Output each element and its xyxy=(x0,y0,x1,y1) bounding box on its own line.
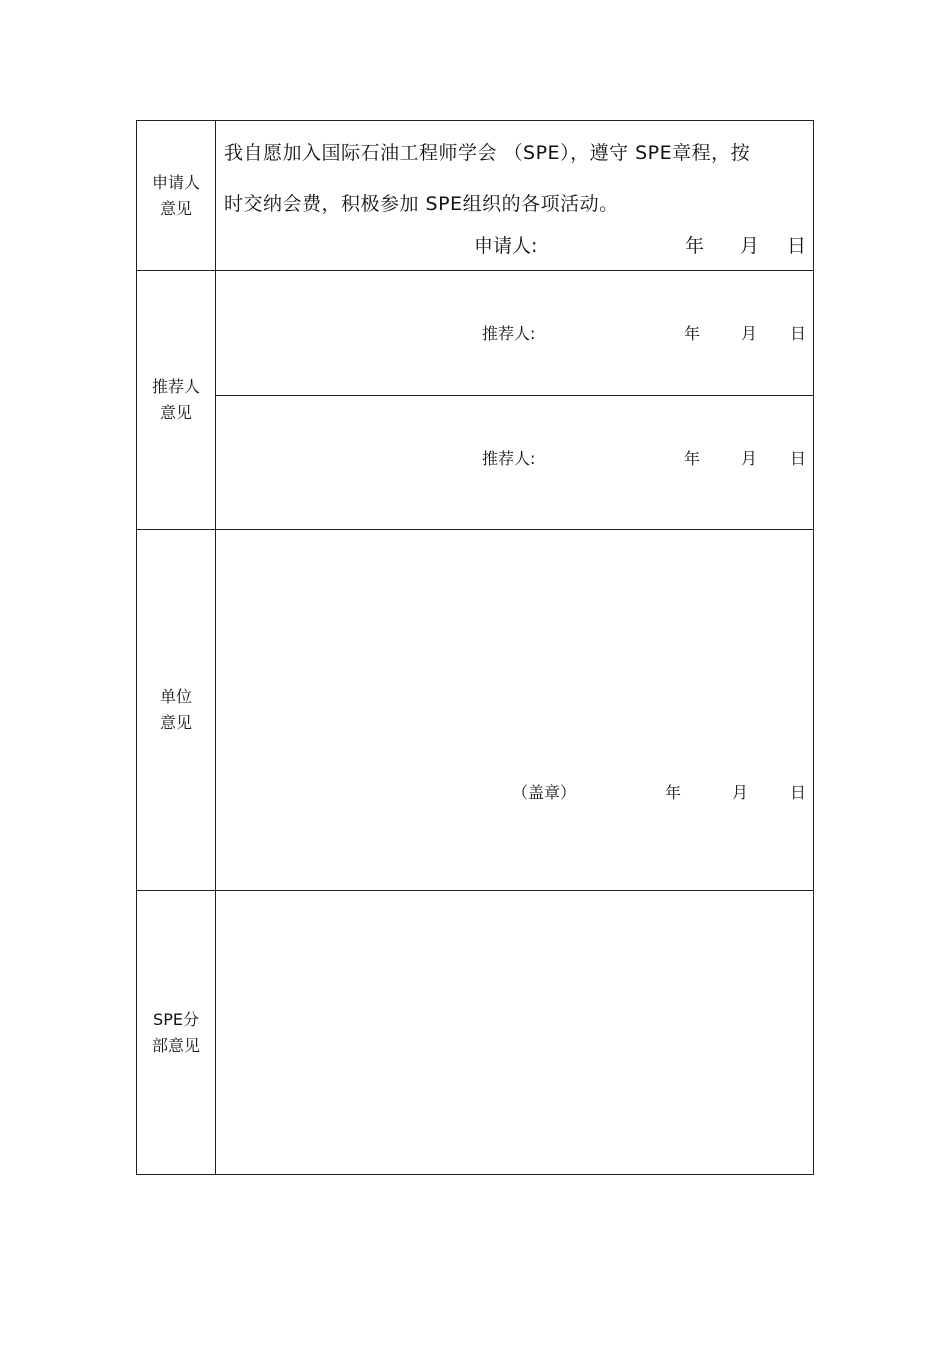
recommender-entry-2[interactable] xyxy=(216,396,813,529)
spe-branch-label-line2: 部意见 xyxy=(151,1035,200,1055)
recommender-opinion-label xyxy=(137,271,216,529)
unit-year-label: 年 xyxy=(665,783,682,802)
statement-line-1: 我自愿加入国际石油工程师学会 （SPE），遵守 SPE章程，按 xyxy=(224,142,751,164)
applicant-statement xyxy=(224,128,810,230)
recommender-1-month-label: 月 xyxy=(741,324,758,343)
applicant-year-label: 年 xyxy=(685,235,705,257)
unit-opinion-content[interactable] xyxy=(216,530,813,890)
recommender-2-year-label: 年 xyxy=(684,449,701,468)
unit-seal-line xyxy=(216,780,812,802)
recommender-label-line1: 推荐人 xyxy=(151,377,200,396)
recommender-entry-1[interactable] xyxy=(216,271,813,396)
recommender-1-year-label: 年 xyxy=(684,324,701,343)
applicant-opinion-content[interactable] xyxy=(216,121,813,270)
spe-branch-opinion-label xyxy=(137,891,216,1174)
recommender-2-day-label: 日 xyxy=(790,449,807,468)
recommender-opinion-content xyxy=(216,271,813,529)
unit-month-label: 月 xyxy=(732,783,749,802)
recommender-label-line2: 意见 xyxy=(159,403,192,422)
applicant-month-label: 月 xyxy=(740,235,760,257)
applicant-opinion-label xyxy=(137,121,216,270)
applicant-label-line2: 意见 xyxy=(159,198,192,218)
recommender-2-signer-label: 推荐人: xyxy=(482,449,536,468)
recommender-opinion-row xyxy=(137,271,813,530)
unit-label-line2: 意见 xyxy=(159,713,192,732)
unit-opinion-row xyxy=(137,530,813,891)
applicant-opinion-row xyxy=(137,121,813,271)
statement-line-2: 时交纳会费，积极参加 SPE组织的各项活动。 xyxy=(224,193,619,215)
membership-opinion-form xyxy=(136,120,814,1175)
spe-branch-label-line1: SPE分 xyxy=(153,1009,199,1029)
recommender-2-signature-line xyxy=(216,446,812,468)
recommender-1-signer-label: 推荐人: xyxy=(482,324,536,343)
spe-branch-opinion-row xyxy=(137,891,813,1174)
recommender-2-month-label: 月 xyxy=(741,449,758,468)
recommender-1-signature-line xyxy=(216,321,812,343)
unit-label-line1: 单位 xyxy=(159,687,192,706)
applicant-signature-line xyxy=(216,231,812,257)
unit-seal-label: （盖章） xyxy=(512,783,577,802)
unit-opinion-label xyxy=(137,530,216,890)
spe-branch-opinion-content[interactable] xyxy=(216,891,813,1174)
applicant-signer-label: 申请人: xyxy=(474,235,538,257)
recommender-1-day-label: 日 xyxy=(790,324,807,343)
applicant-day-label: 日 xyxy=(787,235,807,257)
unit-day-label: 日 xyxy=(790,783,807,802)
applicant-label-line1: 申请人 xyxy=(151,172,200,192)
